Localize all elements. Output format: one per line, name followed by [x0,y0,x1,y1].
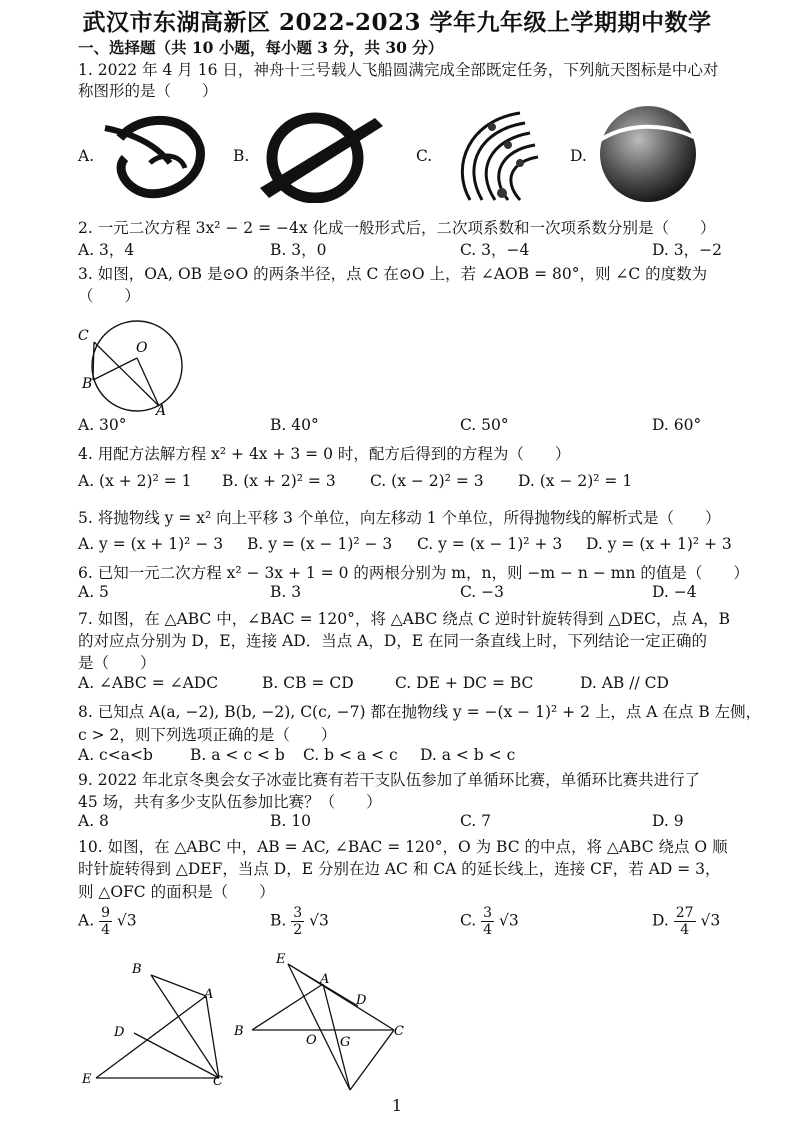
q7-option-a: A. ∠ABC = ∠ADC [78,674,219,692]
q10-option-b-den: 2 [293,922,303,938]
q10-option-c-label: C. [460,911,477,930]
q10-option-b [270,905,329,938]
q6-option-a: A. 5 [78,583,109,601]
q9-line1: 9. 2022 年北京冬奥会女子冰壶比赛有若干支队伍参加了单循环比赛，单循环比赛共进行了 [78,771,701,789]
exam-title: 武汉市东湖高新区 2022-2023 学年九年级上学期期中数学 [82,9,712,36]
q10-label-c: C [394,1024,404,1039]
q2-option-b: B. 3，0 [270,241,327,259]
q9-option-c: C. 7 [460,812,492,830]
q10-option-d-label: D. [652,911,669,930]
q2-option-d: D. 3，−2 [652,241,722,259]
q10-option-a-num: 9 [101,905,110,921]
q10-option-a-fraction [99,905,112,938]
q7-option-c: C. DE + DC = BC [395,674,534,692]
q1-option-a-label: A. [78,147,95,165]
q10-label-o: O [306,1033,317,1048]
q8-option-c: C. b < a < c [303,746,398,764]
q1-line2: 称图形的是（ ） [78,82,218,100]
q4-option-c: C. (x − 2)² = 3 [370,472,484,490]
q5-stem: 5. 将抛物线 y = x² 向上平移 3 个单位，向左移动 1 个单位，所得抛物线的解析式是（ ） [78,509,721,527]
q9-line2: 45 场，共有多少支队伍参加比赛？（ ） [78,793,382,811]
q5-option-d: D. y = (x + 1)² + 3 [586,535,732,553]
q10-option-d [652,905,720,938]
q3-option-a: A. 30° [78,416,127,434]
q8-line1: 8. 已知点 A(a, −2), B(b, −2), C(c, −7) 都在抛物线 y = −(x − 1)² + 2 上，点 A 在点 B 左侧， [78,703,762,721]
q3-line1: 3. 如图，OA, OB 是⊙O 的两条半径，点 C 在⊙O 上，若 ∠AOB = 80°，则 ∠C 的度数为 [78,265,708,283]
q7-label-a: A [204,987,214,1002]
q2-option-c: C. 3，−4 [460,241,530,259]
q7-label-b: B [132,962,142,977]
q10-label-a: A [320,972,330,987]
q3-figure [72,318,202,418]
q10-label-e: E [276,952,286,967]
q6-option-d: D. −4 [652,583,697,601]
q10-option-a-rad: √3 [116,911,137,930]
q3-label-o: O [136,340,148,356]
q10-option-c-fraction [481,905,494,938]
q1-option-c-label: C. [416,147,433,165]
q1-icon-b [255,108,390,203]
q10-option-b-num: 3 [293,905,303,921]
q8-line2: c > 2，则下列选项正确的是（ ） [78,726,337,744]
q6-option-b: B. 3 [270,583,302,601]
q1-icon-c [440,105,560,205]
q7-option-d: D. AB // CD [580,674,669,692]
q9-option-d: D. 9 [652,812,684,830]
q10-option-b-fraction [291,905,304,938]
q10-line1: 10. 如图，在 △ABC 中，AB = AC, ∠BAC = 120°，O 为 BC 的中点，将 △ABC 绕点 O 顺 [78,838,728,856]
q10-option-a-label: A. [78,911,95,930]
q10-option-c-num: 3 [483,905,493,921]
q7-label-d: D [114,1025,125,1040]
section-heading: 一、选择题（共 10 小题，每小题 3 分，共 30 分） [78,38,444,57]
q1-line1: 1. 2022 年 4 月 16 日，神舟十三号载人飞船圆满完成全部既定任务，下列航天图标是中心对 [78,61,719,79]
q10-option-d-rad: √3 [700,911,721,930]
q10-option-c [460,905,519,938]
q7-label-e: E [82,1072,92,1087]
q8-option-b: B. a < c < b [190,746,285,764]
q3-option-c: C. 50° [460,416,509,434]
q3-label-b: B [82,376,93,392]
q3-option-b: B. 40° [270,416,319,434]
q7-label-c: C [213,1074,223,1089]
q7-option-b: B. CB = CD [262,674,354,692]
q2-option-a: A. 3，4 [78,241,135,259]
q5-option-b: B. y = (x − 1)² − 3 [247,535,393,553]
q10-line3: 则 △OFC 的面积是（ ） [78,883,275,901]
q9-option-b: B. 10 [270,812,311,830]
q4-stem: 4. 用配方法解方程 x² + 4x + 3 = 0 时，配方后得到的方程为（ ） [78,445,571,463]
q7-line3: 是（ ） [78,654,156,672]
q3-line2: （ ） [78,287,141,305]
page-number: 1 [391,1096,403,1115]
q5-option-c: C. y = (x − 1)² + 3 [417,535,563,553]
q3-option-d: D. 60° [652,416,702,434]
q4-option-a: A. (x + 2)² = 1 [78,472,192,490]
q1-icon-d [592,100,707,205]
q10-option-d-fraction [674,905,696,938]
q6-stem: 6. 已知一元二次方程 x² − 3x + 1 = 0 的两根分别为 m，n，则 −m − n − mn 的值是（ ） [78,564,749,582]
q5-option-a: A. y = (x + 1)² − 3 [78,535,224,553]
q7-line1: 7. 如图，在 △ABC 中，∠BAC = 120°，将 △ABC 绕点 C 逆时针旋转得到 △DEC，点 A，B [78,610,731,628]
q3-label-a: A [156,403,167,418]
q1-icon-a [100,108,210,203]
q10-line2: 时针旋转得到 △DEF，当点 D，E 分别在边 AC 和 CA 的延长线上，连接 CF，若 AD = 3， [78,860,721,878]
q8-option-d: D. a < b < c [420,746,516,764]
q4-option-b: B. (x + 2)² = 3 [222,472,336,490]
q10-option-a [78,905,137,938]
q10-option-c-rad: √3 [499,911,519,930]
q9-option-a: A. 8 [78,812,109,830]
q3-label-c: C [78,328,89,344]
q10-option-a-den: 4 [101,922,110,938]
q7-figure [76,958,236,1093]
q10-option-d-den: 4 [680,922,690,938]
q8-option-a: A. c<a<b [78,746,153,764]
q10-label-b: B [234,1024,244,1039]
q2-stem: 2. 一元二次方程 3x² − 2 = −4x 化成一般形式后，二次项系数和一次项系数分别是（ ） [78,219,716,237]
q1-option-b-label: B. [233,147,250,165]
q6-option-c: C. −3 [460,583,505,601]
q10-option-d-num: 27 [675,905,694,921]
q10-figure [228,950,418,1095]
q10-label-g: G [340,1035,351,1050]
q10-option-c-den: 4 [483,922,493,938]
q1-option-d-label: D. [570,147,587,165]
q4-option-d: D. (x − 2)² = 1 [518,472,633,490]
q7-line2: 的对应点分别为 D，E，连接 AD．当点 A，D，E 在同一条直线上时，下列结论一定正确的 [78,632,708,650]
q10-label-d: D [356,993,367,1008]
q10-option-b-label: B. [270,911,287,930]
q10-option-b-rad: √3 [309,911,329,930]
